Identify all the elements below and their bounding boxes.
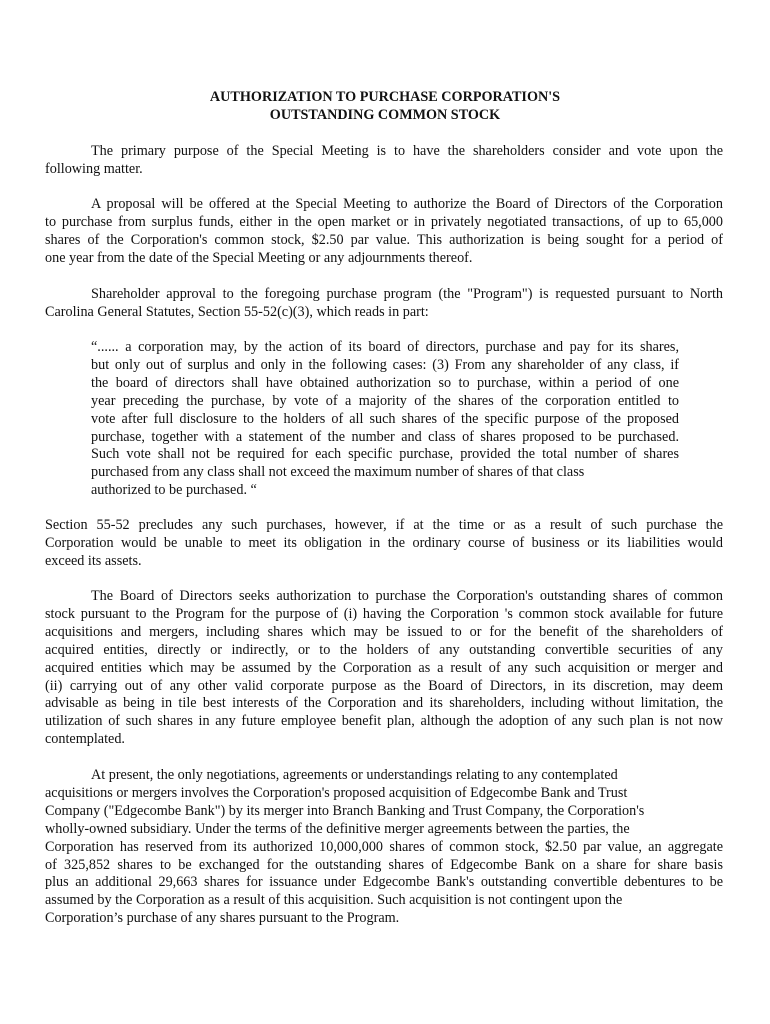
text-line: acquisitions or mergers involves the Corporation's proposed acquisition of Edgecombe Bank and Trust [45, 784, 628, 801]
text-line: contemplated. [45, 731, 125, 748]
text-line: Such vote shall not be required for each specific purchase, provided the total number of shares [91, 446, 679, 463]
text-line: authorized to be purchased. “ [91, 482, 257, 499]
text-line: Corporation would be unable to meet its obligation in the ordinary course of business or its liabilities would [45, 534, 723, 551]
text-line: At present, the only negotiations, agreements or understandings relating to any contemplated [91, 767, 618, 783]
document-title-line-1: AUTHORIZATION TO PURCHASE CORPORATION'S [209, 89, 561, 105]
text-line: Corporation has reserved from its authorized 10,000,000 shares of common stock, $2.50 par value, an aggregate [45, 838, 723, 855]
text-line: acquired entities, directly or indirectly, or to the holders of any outstanding convertible securities of any [45, 641, 723, 658]
text-line: A proposal will be offered at the Special Meeting to authorize the Board of Directors of the Corporation [91, 196, 723, 212]
text-line: Corporation’s purchase of any shares pursuant to the Program. [45, 910, 400, 927]
text-line: purchase, together with a statement of the number and class of shares proposed to be purchased. [91, 428, 679, 445]
text-line: The primary purpose of the Special Meeting is to have the shareholders consider and vote upon the [91, 143, 723, 159]
text-line: year preceding the purchase, by vote of a majority of the shares of the corporation entitled to [91, 392, 679, 409]
text-line: shares of the Corporation's common stock, $2.50 par value. This authorization is being sought for a period of [45, 231, 723, 248]
text-line: utilization of such shares in any future employee benefit plan, although the adoption of any such plan is not now [45, 713, 723, 730]
text-line: following matter. [45, 160, 143, 177]
text-line: assumed by the Corporation as a result of this acquisition. Such acquisition is not contingent upon the [45, 892, 623, 909]
text-line: vote after full disclosure to the holders of all such shares of the specific purpose of the proposed [91, 410, 679, 427]
text-line: advisable as being in tile best interests of the Corporation and its shareholders, including without limitation, the [45, 695, 723, 712]
text-line: exceed its assets. [45, 552, 142, 569]
text-line: one year from the date of the Special Meeting or any adjournments thereof. [45, 249, 473, 266]
text-line: Carolina General Statutes, Section 55-52(c)(3), which reads in part: [45, 303, 429, 320]
text-line: (ii) carrying out of any other valid corporate purpose as the Board of Directors, in its discretion, may deem [45, 677, 723, 694]
text-line: acquired entities which may be assumed by the Corporation as a result of any such acquisition or merger and [45, 659, 723, 676]
text-line: Shareholder approval to the foregoing purchase program (the "Program") is requested pursuant to North [91, 286, 723, 302]
text-line: wholly-owned subsidiary. Under the terms of the definitive merger agreements between the parties, the [45, 820, 630, 837]
document-title-line-2: OUTSTANDING COMMON STOCK [269, 107, 501, 123]
text-line: the board of directors shall have obtained authorization so to purchase, within a period of one [91, 374, 679, 391]
text-line: Company ("Edgecombe Bank") by its merger into Branch Banking and Trust Company, the Corporation's [45, 802, 645, 819]
text-line: of 325,852 shares to be exchanged for the outstanding shares of Edgecombe Bank on a share for share basis [45, 856, 723, 873]
text-line: Section 55-52 precludes any such purchases, however, if at the time or as a result of such purchase the [45, 517, 723, 533]
text-line: stock pursuant to the Program for the purpose of (i) having the Corporation 's common stock available for future [45, 605, 723, 622]
text-line: plus an additional 29,663 shares for issuance under Edgecombe Bank's outstanding convertible debentures to be [45, 874, 723, 891]
text-line: “...... a corporation may, by the action of its board of directors, purchase and pay for its shares, [91, 339, 679, 355]
text-line: but only out of surplus and only in the following cases: (3) From any shareholder of any class, if [91, 356, 679, 373]
text-line: to purchase from surplus funds, either in the open market or in privately negotiated transactions, of up to 65,000 [45, 213, 723, 230]
text-line: The Board of Directors seeks authorization to purchase the Corporation's outstanding shares of common [91, 588, 723, 604]
text-line: purchased from any class shall not exceed the maximum number of shares of that class [91, 464, 585, 481]
text-line: acquisitions and mergers, including shares which may be issued to or for the benefit of the shareholders of [45, 623, 723, 640]
